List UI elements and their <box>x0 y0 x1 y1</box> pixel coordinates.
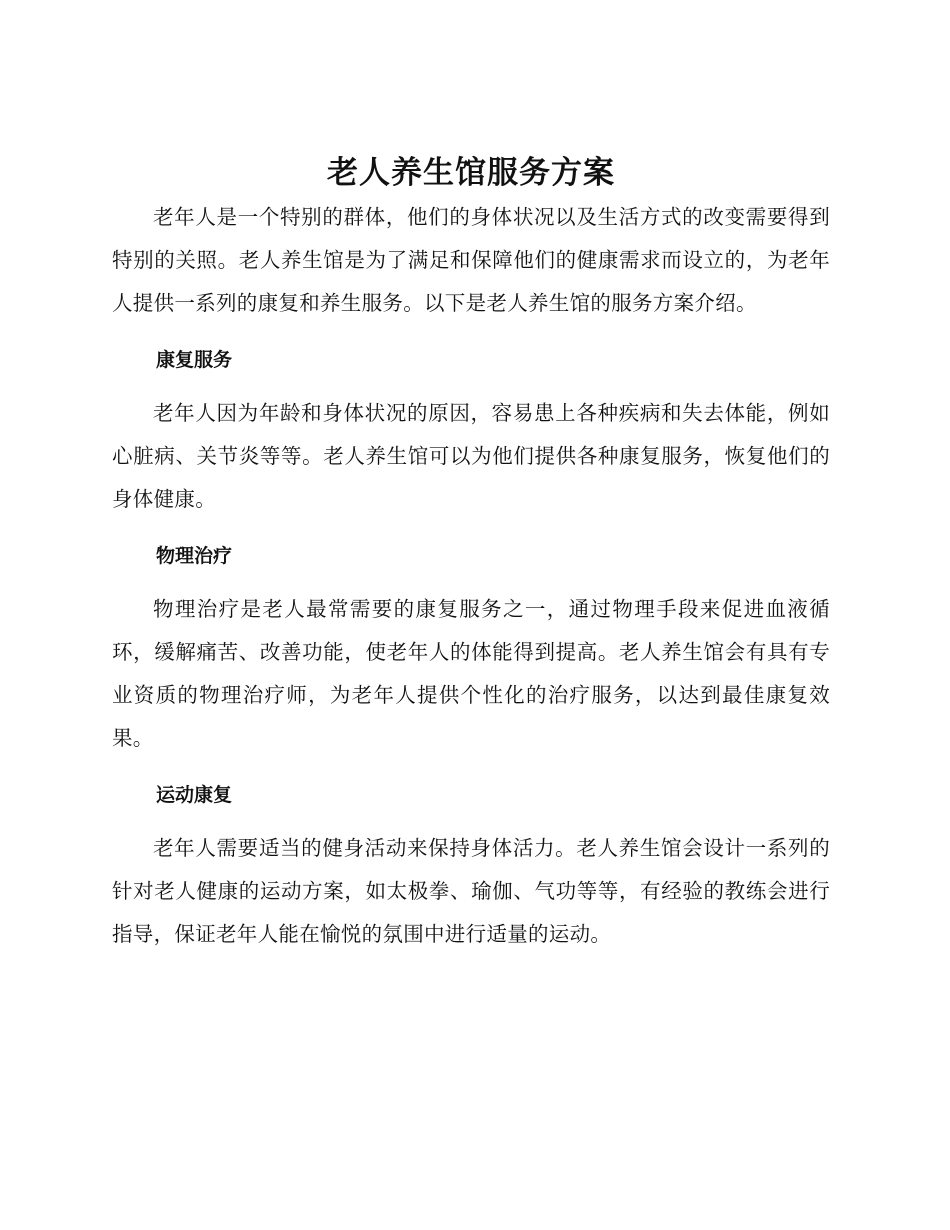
document-content <box>112 150 830 956</box>
section-heading-physical-therapy: 物理治疗 <box>156 545 233 567</box>
section-heading-exercise-rehab: 运动康复 <box>156 784 233 806</box>
document-title: 老人养生馆服务方案 <box>327 155 615 191</box>
section-heading-rehab-services: 康复服务 <box>156 349 233 371</box>
section-body-exercise-rehab: 老年人需要适当的健身活动来保持身体活力。老人养生馆会设计一系列的针对老人健康的运动方案，如太极拳、瑜伽、气功等等，有经验的教练会进行指导，保证老年人能在愉悦的氛围中进行适量的运动。 <box>112 836 830 946</box>
section-body-physical-therapy: 物理治疗是老人最常需要的康复服务之一，通过物理手段来促进血液循环，缓解痛苦、改善功能，使老年人的体能得到提高。老人养生馆会有具有专业资质的物理治疗师，为老年人提供个性化的治疗服务，以达到最佳康复效果。 <box>112 597 830 750</box>
intro-paragraph: 老年人是一个特别的群体，他们的身体状况以及生活方式的改变需要得到特别的关照。老人养生馆是为了满足和保障他们的健康需求而设立的，为老年人提供一系列的康复和养生服务。以下是老人养生馆的服务方案介绍。 <box>112 205 830 315</box>
section-body-rehab-services: 老年人因为年龄和身体状况的原因，容易患上各种疾病和失去体能，例如心脏病、关节炎等等。老人养生馆可以为他们提供各种康复服务，恢复他们的身体健康。 <box>112 401 830 511</box>
